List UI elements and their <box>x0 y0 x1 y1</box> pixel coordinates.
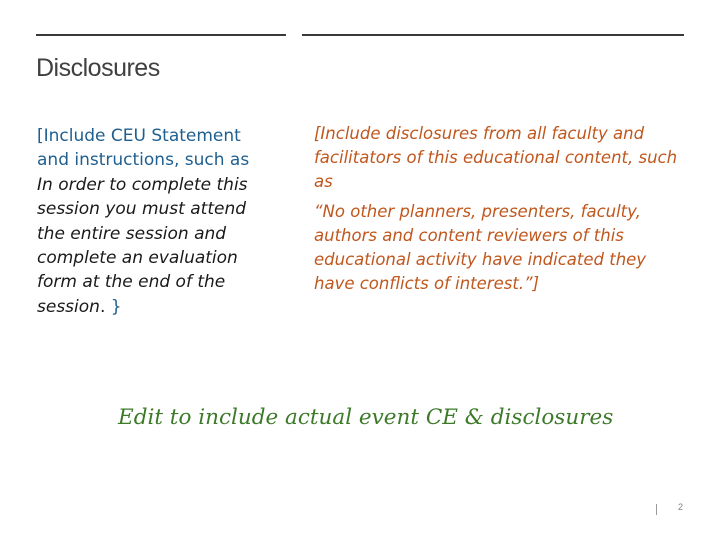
disclosure-text <box>314 122 689 296</box>
slide-title: Disclosures <box>36 54 160 82</box>
header-rule-right <box>302 34 684 36</box>
disclosure-quote: “No other planners, presenters, faculty, authors and content reviewers of this educational activity have indicated they have conflicts of interest.”] <box>314 201 647 294</box>
ceu-example: In order to complete this session you must attend the entire session and complete an evaluation form at the end of the session <box>37 174 248 317</box>
ceu-closing-brace: } <box>110 296 122 317</box>
ceu-intro: [Include CEU Statement and instructions, such as <box>37 126 250 171</box>
footer-separator <box>656 504 657 515</box>
ceu-punct: . <box>99 296 106 317</box>
ceu-statement-text <box>37 124 269 319</box>
disclosure-intro: [Include disclosures from all faculty and facilitators of this educational content, such as <box>314 124 678 192</box>
page-number: 2 <box>678 502 684 512</box>
edit-instruction: Edit to include actual event CE & disclosures <box>118 405 614 430</box>
header-rule-left <box>36 34 286 36</box>
